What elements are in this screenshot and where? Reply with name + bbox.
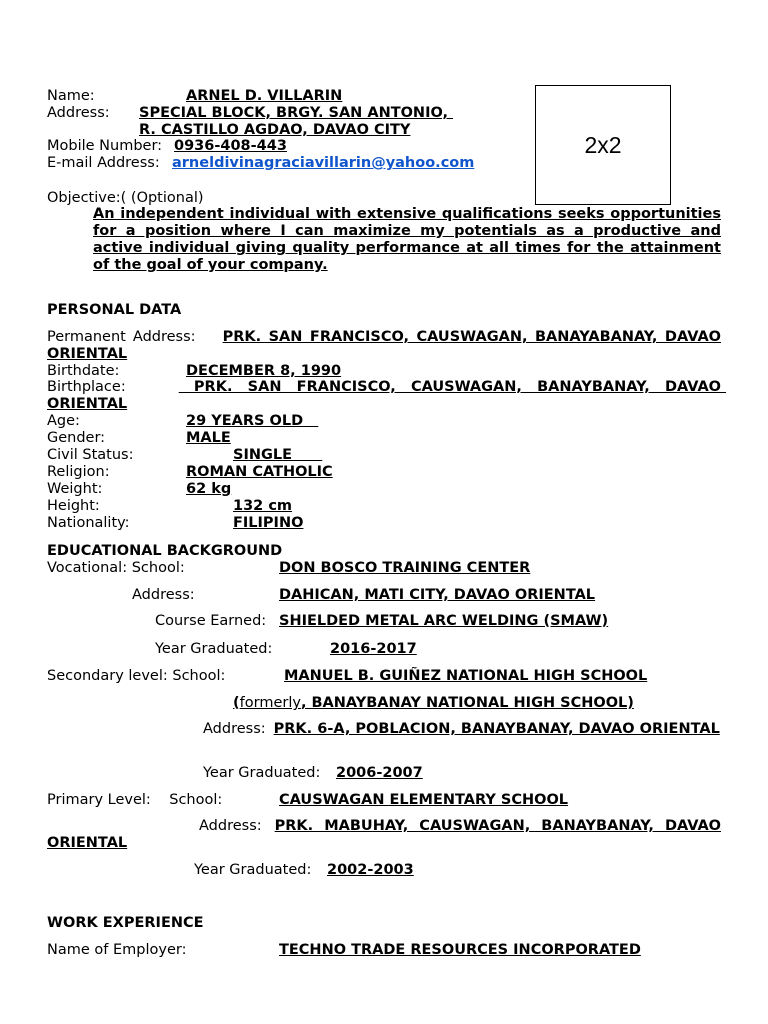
primary-school: CAUSWAGAN ELEMENTARY SCHOOL (279, 792, 569, 808)
secondary-formerly (233, 695, 634, 712)
formerly-open: ( (233, 695, 240, 711)
email-label: E-mail Address: (47, 155, 160, 171)
age-value: 29 YEARS OLD (186, 413, 319, 429)
primary-address: PRK. MABUHAY, CAUSWAGAN, BANAYBANAY, DAVAO ORIENTAL (47, 818, 721, 851)
objective-label: Objective:( (Optional) (47, 190, 204, 206)
vocational-label: Vocational: School: (47, 560, 185, 576)
primary-address-label: Address: (199, 818, 262, 834)
vocational-address-label: Address: (132, 587, 195, 603)
secondary-label: Secondary level: School: (47, 668, 226, 684)
secondary-address: PRK. 6-A, POBLACION, BANAYBANAY, DAVAO ORIENTAL (273, 721, 720, 737)
civil-status-value: SINGLE (233, 447, 323, 463)
birthplace-value: PRK. SAN FRANCISCO, CAUSWAGAN, BANAYBANAY, DAVAO ORIENTAL (47, 379, 727, 412)
formerly-word: formerly (239, 695, 301, 711)
secondary-year-label: Year Graduated: (203, 765, 321, 781)
birthdate-value: DECEMBER 8, 1990 (186, 363, 342, 379)
gender-value: MALE (186, 430, 231, 446)
employer-label: Name of Employer: (47, 942, 187, 958)
objective-text: An independent individual with extensive qualifications seeks opportunities for a position where I can maximize my potentials as a productive and active individual giving quality performance at all times for the attainment of the goal of your company. (93, 206, 721, 273)
secondary-year: 2006-2007 (336, 765, 423, 781)
mobile-value: 0936-408-443 (174, 138, 287, 154)
secondary-address-label: Address: (203, 721, 266, 737)
religion-value: ROMAN CATHOLIC (186, 464, 333, 480)
gender-label: Gender: (47, 430, 106, 446)
name-value: ARNEL D. VILLARIN (186, 88, 343, 104)
education-heading: EDUCATIONAL BACKGROUND (47, 543, 283, 559)
permanent-address-row (47, 329, 721, 363)
course-value: SHIELDED METAL ARC WELDING (SMAW) (279, 613, 609, 629)
birthplace-label: Birthplace: (47, 379, 126, 395)
weight-label: Weight: (47, 481, 103, 497)
primary-address-row (47, 818, 721, 852)
primary-label: Primary Level: School: (47, 792, 223, 808)
address-line1: SPECIAL BLOCK, BRGY. SAN ANTONIO, (139, 105, 454, 121)
employer-value: TECHNO TRADE RESOURCES INCORPORATED (279, 942, 641, 958)
name-label: Name: (47, 88, 95, 104)
weight-value: 62 kg (186, 481, 232, 497)
permanent-address-label: Permanent Address: (47, 329, 196, 345)
civil-status-label: Civil Status: (47, 447, 134, 463)
personal-data-heading: PERSONAL DATA (47, 302, 182, 318)
vocational-year: 2016-2017 (330, 641, 417, 657)
primary-year: 2002-2003 (327, 862, 414, 878)
mobile-label: Mobile Number: (47, 138, 163, 154)
birthdate-label: Birthdate: (47, 363, 120, 379)
vocational-year-label: Year Graduated: (155, 641, 273, 657)
secondary-address-row (47, 721, 721, 738)
photo-placeholder (535, 85, 671, 205)
vocational-school: DON BOSCO TRAINING CENTER (279, 560, 531, 576)
photo-label: 2x2 (584, 131, 622, 158)
email-link[interactable]: arneldivinagraciavillarin@yahoo.com (172, 155, 475, 171)
primary-year-label: Year Graduated: (194, 862, 312, 878)
permanent-address-value: PRK. SAN FRANCISCO, CAUSWAGAN, BANAYABANAY, DAVAO ORIENTAL (47, 329, 721, 362)
nationality-label: Nationality: (47, 515, 130, 531)
course-label: Course Earned: (155, 613, 267, 629)
birthplace-row (47, 379, 727, 413)
age-label: Age: (47, 413, 80, 429)
work-heading: WORK EXPERIENCE (47, 915, 204, 931)
height-value: 132 cm (233, 498, 293, 514)
nationality-value: FILIPINO (233, 515, 304, 531)
address-line2: R. CASTILLO AGDAO, DAVAO CITY (139, 122, 411, 138)
vocational-address: DAHICAN, MATI CITY, DAVAO ORIENTAL (279, 587, 596, 603)
formerly-rest: , BANAYBANAY NATIONAL HIGH SCHOOL) (300, 695, 634, 711)
secondary-school: MANUEL B. GUIÑEZ NATIONAL HIGH SCHOOL (284, 668, 648, 684)
religion-label: Religion: (47, 464, 110, 480)
height-label: Height: (47, 498, 100, 514)
address-label: Address: (47, 105, 110, 121)
